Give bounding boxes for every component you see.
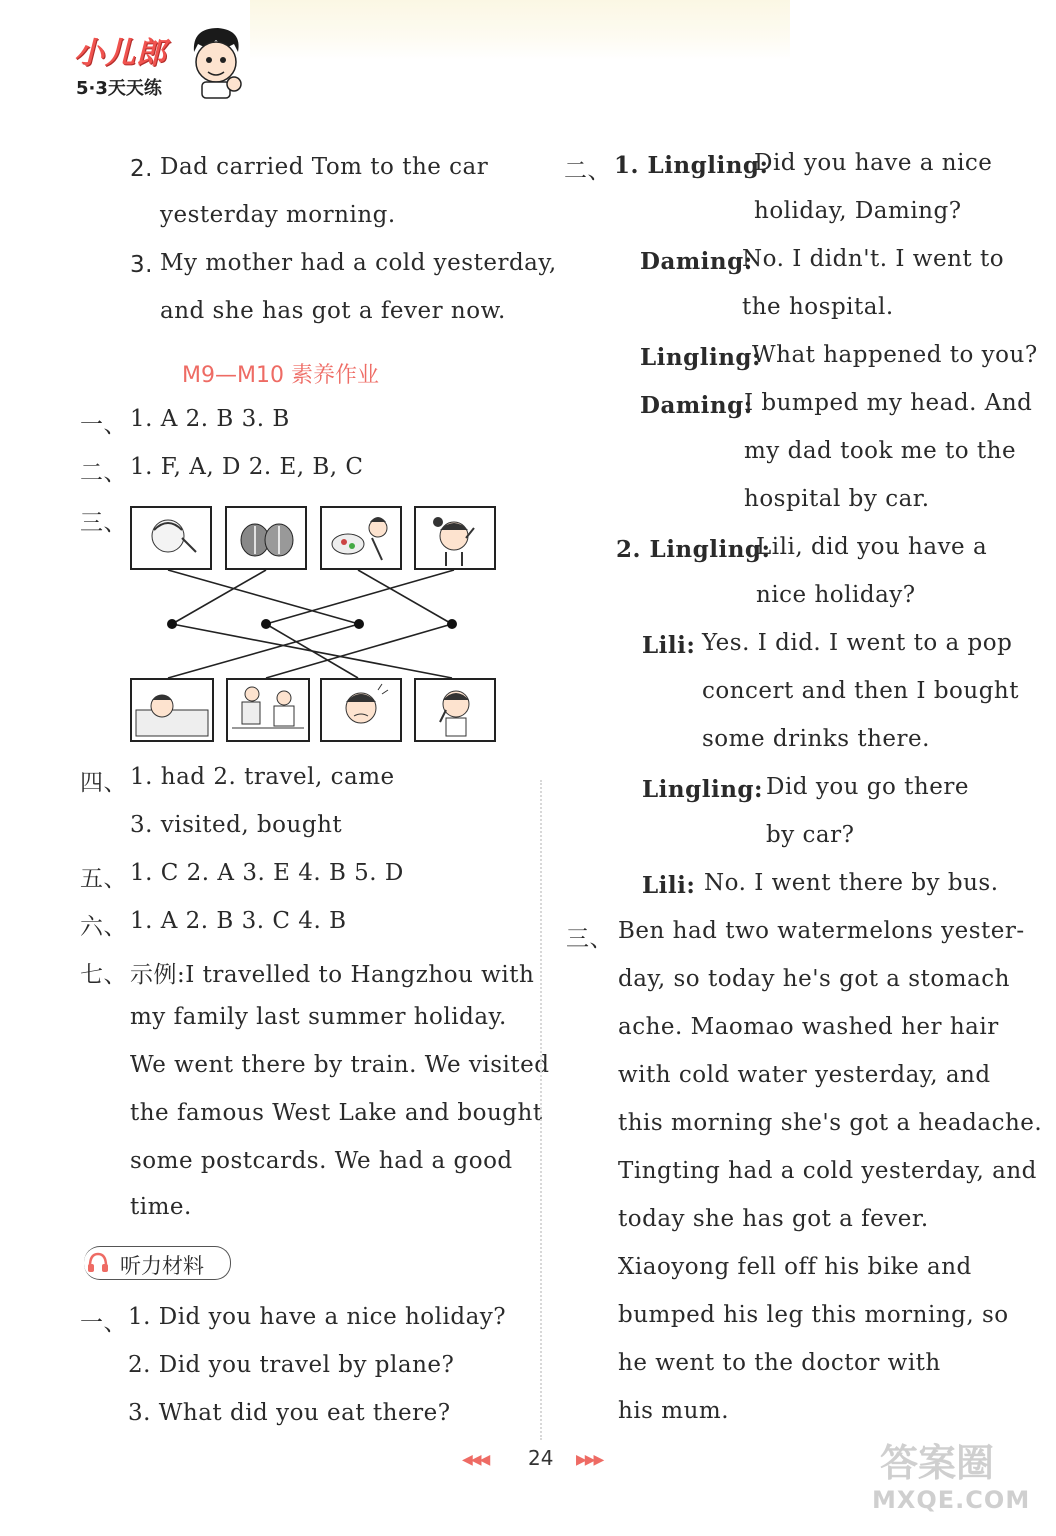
dialogue-2-speaker: Daming: bbox=[640, 248, 753, 275]
logo-subtitle: 5·3天天练 bbox=[76, 78, 162, 99]
watermark-url: MXQE.COM bbox=[872, 1486, 1031, 1514]
dialogue-1-speaker: 1. Lingling: bbox=[614, 152, 769, 179]
picture-boy-feverish-icon bbox=[320, 678, 402, 742]
carry-item-2-number: 2. bbox=[130, 156, 153, 182]
dialogue-6-line3: some drinks there. bbox=[702, 726, 930, 752]
dialogue-7-line1: Did you go there bbox=[766, 774, 969, 800]
q1-answers: 1. A 2. B 3. B bbox=[130, 406, 290, 432]
listening-q1-line1: 1. Did you have a nice holiday? bbox=[128, 1304, 507, 1330]
q7-line3: We went there by train. We visited bbox=[130, 1052, 550, 1078]
dialogue-7-speaker: Lingling: bbox=[642, 776, 763, 803]
listening-badge-label: 听力材料 bbox=[120, 1254, 204, 1278]
right-q3-line7: today she has got a fever. bbox=[618, 1206, 929, 1232]
right-q3-line5: this morning she's got a headache. bbox=[618, 1110, 1043, 1136]
right-q3-line8: Xiaoyong fell off his bike and bbox=[618, 1254, 972, 1280]
right-q3-line4: with cold water yesterday, and bbox=[618, 1062, 991, 1088]
dialogue-5-line2: nice holiday? bbox=[756, 582, 916, 608]
q5-answers: 1. C 2. A 3. E 4. B 5. D bbox=[130, 860, 404, 886]
q6-label: 六、 bbox=[80, 914, 127, 940]
logo-title: 小儿郎 bbox=[74, 36, 167, 71]
picture-watermelons-icon bbox=[225, 506, 307, 570]
top-tape-decoration bbox=[250, 0, 790, 60]
dialogue-4-line3: hospital by car. bbox=[744, 486, 930, 512]
right-q3-line2: day, so today he's got a stomach bbox=[618, 966, 1010, 992]
match-dot-1 bbox=[167, 619, 177, 629]
dialogue-3-line1: What happened to you? bbox=[752, 342, 1038, 368]
page-number: 24 bbox=[528, 1446, 554, 1470]
q4-line1: 1. had 2. travel, came bbox=[130, 764, 395, 790]
watermark-logo: 答案圈 bbox=[880, 1441, 995, 1485]
match-dot-3 bbox=[354, 619, 364, 629]
dialogue-3-speaker: Lingling: bbox=[640, 344, 761, 371]
carry-item-2-line2: yesterday morning. bbox=[160, 202, 396, 228]
dialogue-1-line2: holiday, Daming? bbox=[754, 198, 962, 224]
next-arrows-icon: ▶▶▶ bbox=[576, 1452, 603, 1468]
picture-girl-headache-icon bbox=[414, 506, 496, 570]
q7-line4: the famous West Lake and bought bbox=[130, 1100, 543, 1126]
picture-sick-head-icon bbox=[130, 506, 212, 570]
q6-answers: 1. A 2. B 3. C 4. B bbox=[130, 908, 347, 934]
dialogue-4-line2: my dad took me to the bbox=[744, 438, 1017, 464]
q2-label: 二、 bbox=[80, 460, 127, 486]
section-title: M9—M10 素养作业 bbox=[182, 363, 379, 388]
q5-label: 五、 bbox=[80, 866, 127, 892]
listening-q1-line3: 3. What did you eat there? bbox=[128, 1400, 451, 1426]
dialogue-8-line1: No. I went there by bus. bbox=[704, 870, 999, 896]
dialogue-6-line2: concert and then I bought bbox=[702, 678, 1019, 704]
dialogue-5-line1: Lili, did you have a bbox=[756, 534, 988, 560]
prev-arrows-icon: ◀◀◀ bbox=[462, 1452, 489, 1468]
dialogue-5-speaker: 2. Lingling: bbox=[616, 536, 771, 563]
right-q3-line11: his mum. bbox=[618, 1398, 730, 1424]
right-q3-label: 三、 bbox=[566, 926, 613, 952]
q3-label: 三、 bbox=[80, 510, 127, 536]
right-q2-label: 二、 bbox=[564, 158, 611, 184]
q7-line2: my family last summer holiday. bbox=[130, 1004, 507, 1030]
picture-boy-eating-icon bbox=[320, 506, 402, 570]
q4-line2: 3. visited, bought bbox=[130, 812, 343, 838]
right-q3-line9: bumped his leg this morning, so bbox=[618, 1302, 1009, 1328]
q1-label: 一、 bbox=[80, 412, 127, 438]
dialogue-8-speaker: Lili: bbox=[642, 872, 696, 899]
dialogue-6-line1: Yes. I did. I went to a pop bbox=[702, 630, 1013, 656]
picture-sick-in-bed-icon bbox=[130, 678, 214, 742]
carry-item-3-line2: and she has got a fever now. bbox=[160, 298, 506, 324]
column-divider bbox=[540, 780, 542, 1440]
dialogue-2-line1: No. I didn't. I went to bbox=[742, 246, 1005, 272]
right-q3-line1: Ben had two watermelons yester- bbox=[618, 918, 1025, 944]
picture-doctor-visit-icon bbox=[226, 678, 310, 742]
carry-item-3-number: 3. bbox=[130, 252, 153, 278]
dialogue-6-speaker: Lili: bbox=[642, 632, 696, 659]
picture-girl-stomachache-icon bbox=[414, 678, 496, 742]
dialogue-4-speaker: Daming: bbox=[640, 392, 753, 419]
carry-item-3-line1: My mother had a cold yesterday, bbox=[160, 250, 557, 276]
listening-q1-line2: 2. Did you travel by plane? bbox=[128, 1352, 455, 1378]
matching-lines bbox=[130, 566, 492, 680]
q7-line1: 示例:I travelled to Hangzhou with bbox=[130, 962, 535, 988]
mascot-boy-icon bbox=[186, 22, 246, 100]
right-q3-line10: he went to the doctor with bbox=[618, 1350, 941, 1376]
right-q3-line3: ache. Maomao washed her hair bbox=[618, 1014, 999, 1040]
q7-label: 七、 bbox=[80, 962, 127, 988]
match-dot-2 bbox=[261, 619, 271, 629]
q7-line6: time. bbox=[130, 1194, 192, 1220]
q2-answers: 1. F, A, D 2. E, B, C bbox=[130, 454, 364, 480]
headphones-icon bbox=[86, 1250, 110, 1274]
dialogue-4-line1: I bumped my head. And bbox=[744, 390, 1033, 416]
match-dot-4 bbox=[447, 619, 457, 629]
dialogue-7-line2: by car? bbox=[766, 822, 855, 848]
carry-item-2-line1: Dad carried Tom to the car bbox=[160, 154, 489, 180]
dialogue-2-line2: the hospital. bbox=[742, 294, 894, 320]
dialogue-1-line1: Did you have a nice bbox=[754, 150, 993, 176]
right-q3-line6: Tingting had a cold yesterday, and bbox=[618, 1158, 1037, 1184]
listening-q1-label: 一、 bbox=[80, 1310, 127, 1336]
q4-label: 四、 bbox=[80, 770, 127, 796]
q7-line5: some postcards. We had a good bbox=[130, 1148, 513, 1174]
